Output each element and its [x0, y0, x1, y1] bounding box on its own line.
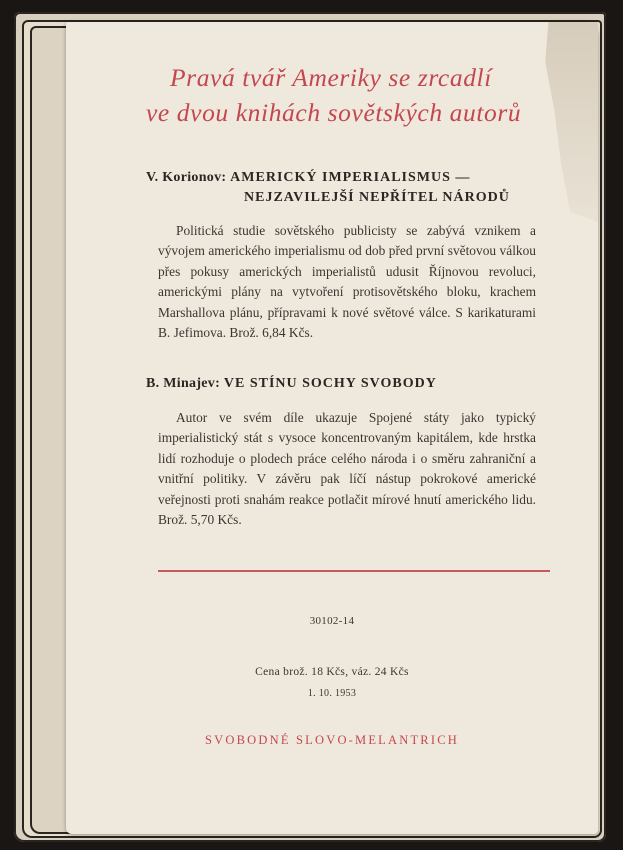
headline-line-2: ve dvou knihách sovětských autorů — [146, 98, 522, 127]
book-1-description — [158, 221, 536, 343]
price-line: Cena brož. 18 Kčs, váz. 24 Kčs — [255, 666, 409, 678]
book-2-description — [158, 408, 536, 530]
book-1-description-text: Politická studie sovětského publicisty se zabývá vznikem a vývojem amerického imperialismu od dob před první světovou válkou přes pokusy amerických imperialistů udusit Říjnovou revoluci, americkými plány na vytvoření protisovětského bloku, krachem Marshallova plánu, přípravami k nové světové válce. S karikaturami B. Jefimova. Brož. 6,84 Kčs. — [158, 223, 536, 341]
divider-rule — [158, 570, 550, 572]
catalog-code: 30102-14 — [309, 615, 355, 627]
book-1-title-line-2: NEJZAVILEJŠÍ NEPŘÍTEL NÁRODŮ — [244, 190, 510, 205]
book-1-title-line-1: AMERICKÝ IMPERIALISMUS — — [230, 170, 471, 185]
book-2-author: B. Minajev: — [146, 376, 221, 391]
book-1-heading — [146, 170, 470, 186]
book-2-heading — [146, 376, 437, 392]
book-2-title: VE STÍNU SOCHY SVOBODY — [223, 376, 437, 391]
headline-line-1: Pravá tvář Ameriky se zrcadlí — [170, 63, 492, 92]
publication-date: 1. 10. 1953 — [307, 688, 357, 699]
publisher-name: SVOBODNÉ SLOVO-MELANTRICH — [205, 733, 459, 747]
book-1-author: V. Korionov: — [146, 170, 227, 185]
book-2-description-text: Autor ve svém díle ukazuje Spojené státy jako typický imperialistický stát s vysoce koncentrovaným kapitálem, kde hrstka lidí rozhoduje o plodech práce celého národa i o směru zahraniční a vnitřní politiky. V závěru pak líčí nástup pokrokové americké veřejnosti proti snahám reakce potlačit mírové hnutí amerického lidu. Brož. 5,70 Kčs. — [158, 410, 536, 528]
